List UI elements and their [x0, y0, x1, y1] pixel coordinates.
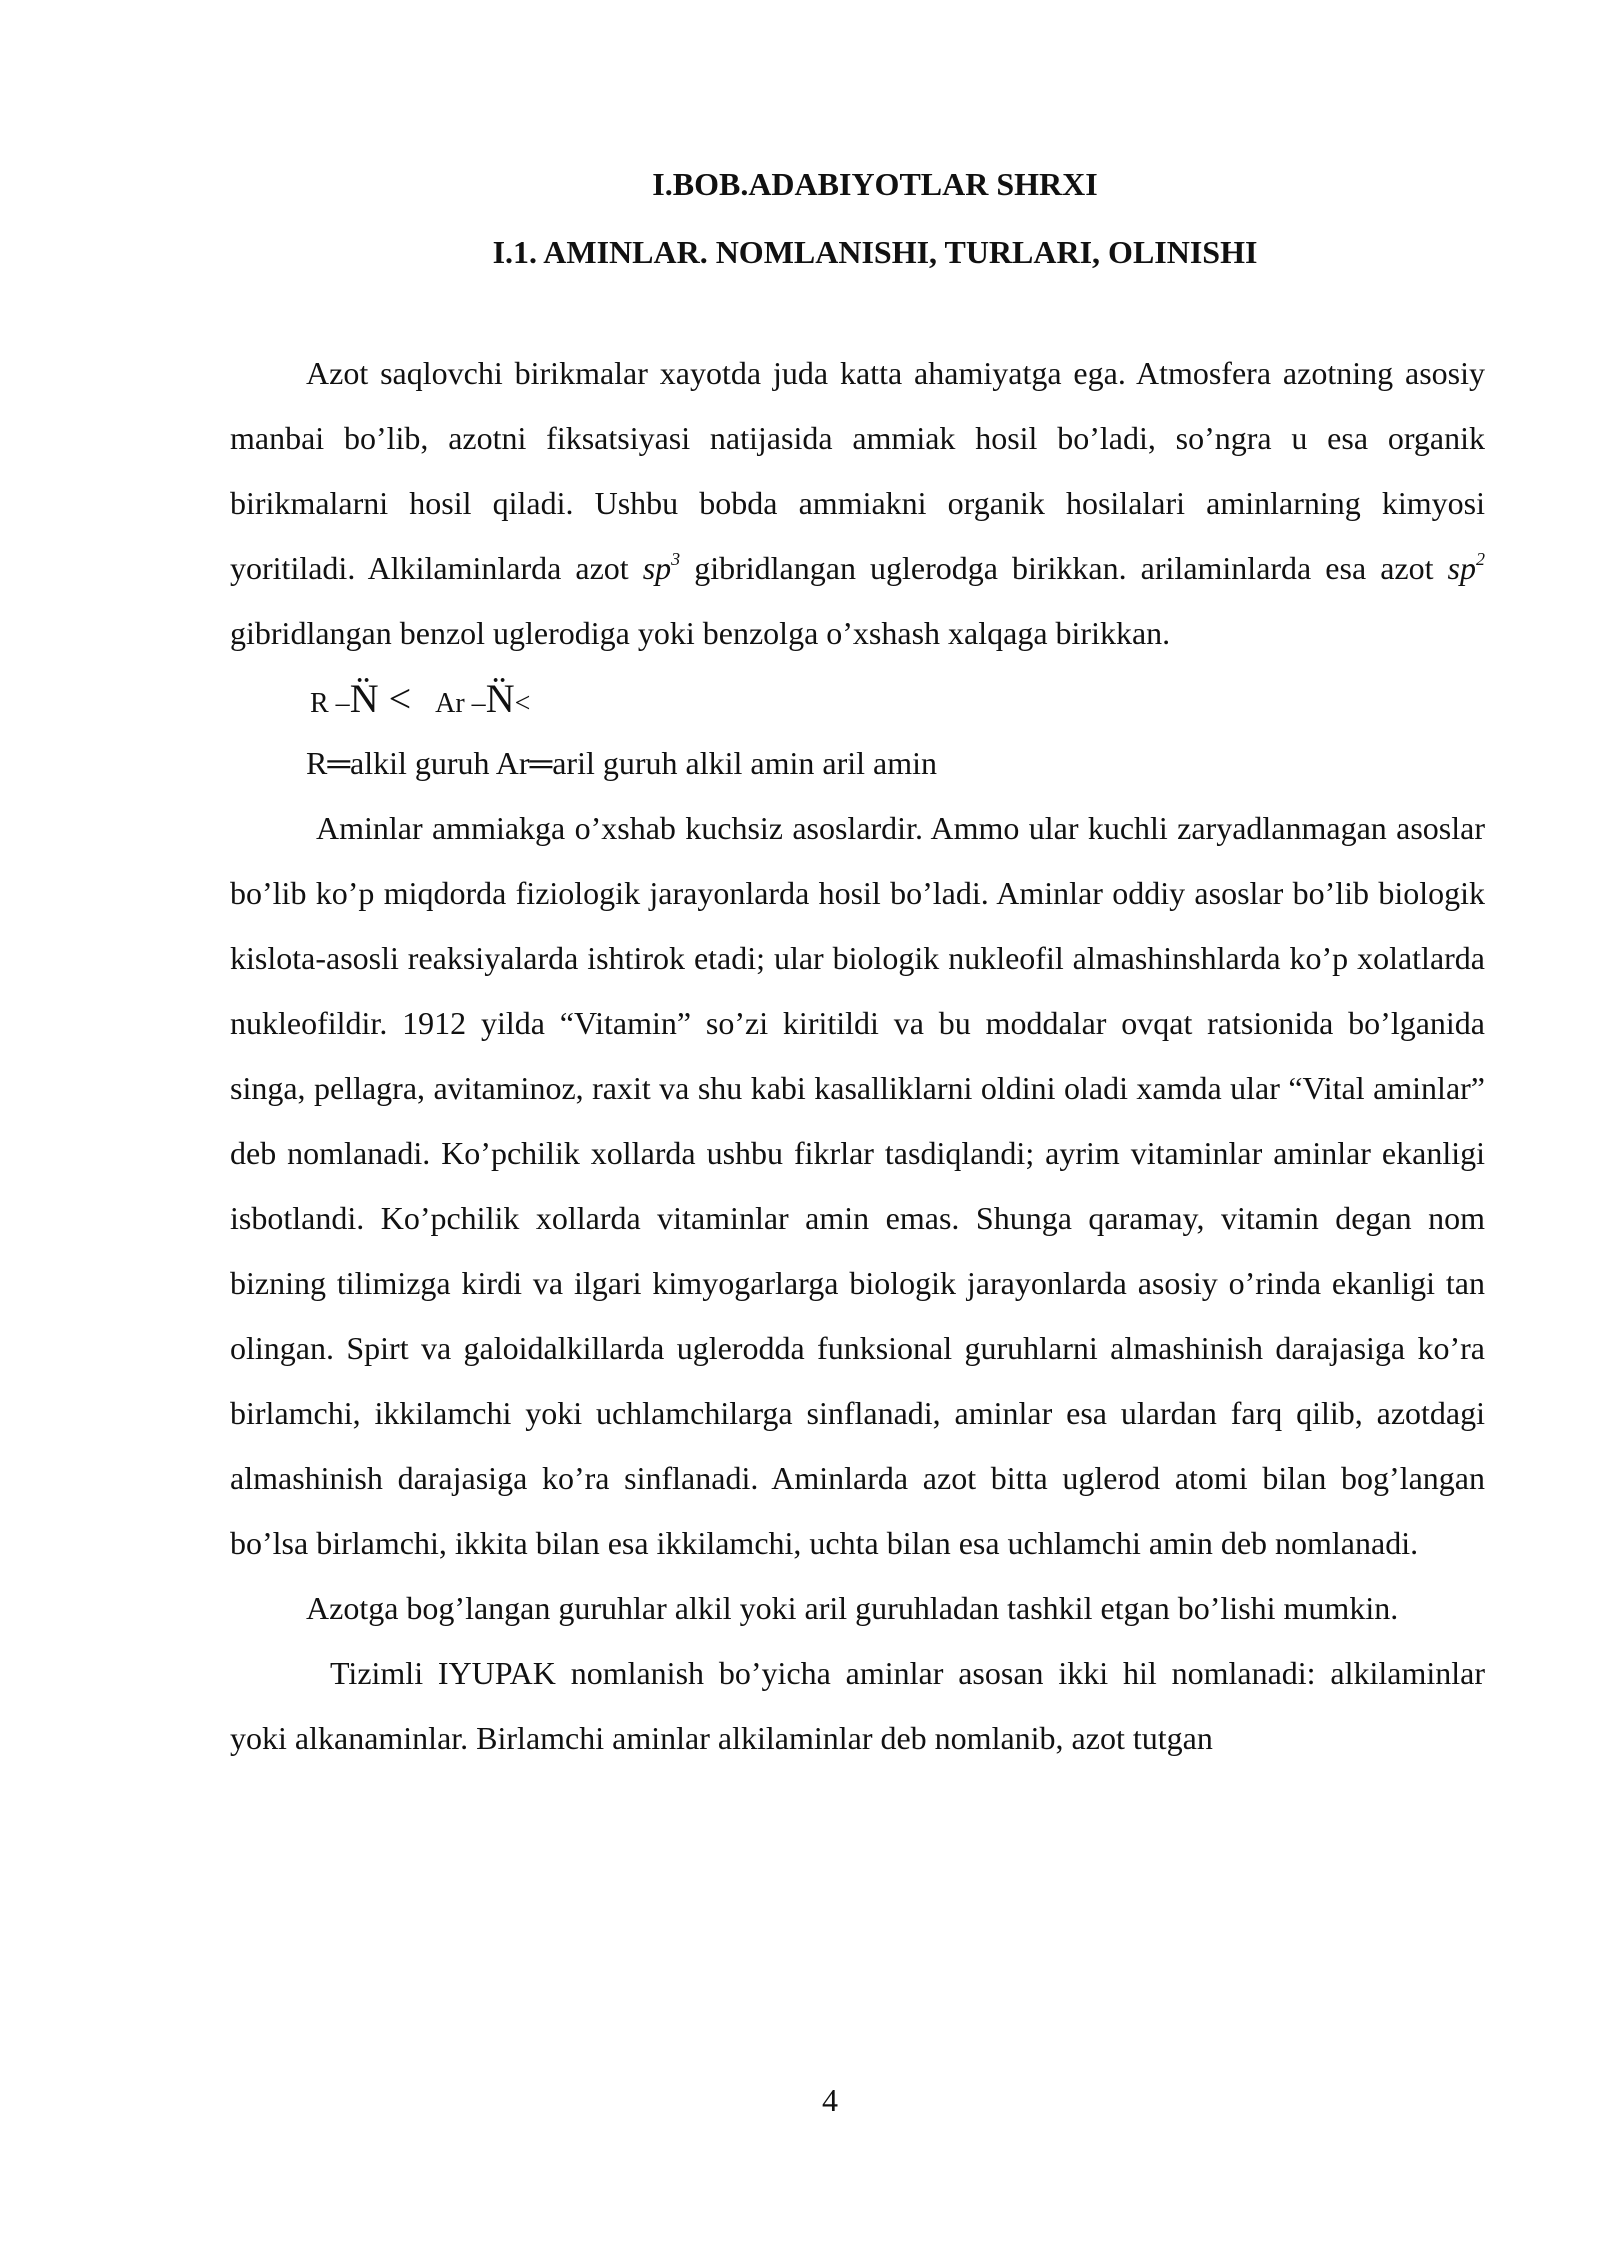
paragraph-properties: Aminlar ammiakga o’xshab kuchsiz asoslardir. Ammo ular kuchli zaryadlanmagan asoslar bo’lib ko’p miqdorda fiziologik jarayonlarda hosil bo’ladi. Aminlar oddiy asoslar bo’lib biologik kislota-asosli reaksiyalarda ishtirok etadi; ular biologik nukleofil almashinshlarda ko’p xolatlarda nukleofildir. 1912 yilda “Vitamin” so’zi kiritildi va bu moddalar ovqat ratsionida bo’lganida singa, pellagra, avitaminoz, raxit va shu kabi kasalliklarni oldini oladi xamda ular “Vital aminlar” deb nomlanadi. Ko’pchilik xollarda ushbu fikrlar tasdiqlandi; ayrim vitaminlar aminlar ekanligi isbotlandi. Ko’pchilik xollarda vitaminlar amin emas. Shunga qaramay, vitamin degan nom bizning tilimizga kirdi va ilgari kimyogarlarga biologik jarayonlarda asosiy o’rinda ekanligi tan olingan. Spirt va galoidalkillarda uglerodda funksional guruhlarni almashinish darajasiga ko’ra birlamchi, ikkilamchi yoki uchlamchilarga sinflanadi, aminlar esa ulardan farq qilib, azotdagi almashinish darajasiga ko’ra sinflanadi. Aminlarda azot bitta uglerod atomi bilan bog’langan bo’lsa birlamchi, ikkita bilan esa ikkilamchi, uchta bilan esa uchlamchi amin deb nomlanadi.	[230, 810, 1485, 1561]
formula-alkyl: R –	[310, 688, 350, 719]
sp3-term: $sp^3$	[642, 549, 681, 586]
formula-aryl: Ar –	[435, 688, 486, 719]
sp2-term: $sp^2$	[1447, 549, 1485, 586]
section-title: I.1. AMINLAR. NOMLANISHI, TURLARI, OLINISHI	[492, 234, 1258, 270]
paragraph-groups: Azotga bog’langan guruhlar alkil yoki aril guruhladan tashkil etgan bo’lishi mumkin.	[306, 1590, 1399, 1626]
formula-legend: R═alkil guruh Ar═aril guruh alkil amin aril amin	[306, 745, 937, 781]
formula-nitrogen-alkyl: N̈	[349, 676, 379, 721]
paragraph-intro-part1: Azot saqlovchi birikmalar xayotda juda katta ahamiyatga ega. Atmosfera azotning asosiy manbai bo’lib, azotni fiksatsiyasi natijasida ammiak hosil bo’ladi, so’ngra u esa organik birikmalarni hosil qiladi. Ushbu bobda ammiakni organik hosilalari aminlarning kimyosi yoritiladi. Alkilaminlarda azot	[230, 355, 1485, 586]
formula-bond-aryl: <	[514, 688, 531, 719]
paragraph-intro-part2: gibridlangan uglerodga birikkan. arilaminlarda esa azot	[680, 550, 1448, 586]
heading-block	[230, 150, 1480, 286]
body-text	[230, 341, 1485, 1771]
paragraph-intro	[230, 341, 1485, 666]
amine-formula	[230, 666, 1485, 731]
formula-bond-alkyl: <	[378, 676, 412, 721]
formula-nitrogen-aryl: N̈	[485, 676, 515, 721]
chapter-title: I.BOB.ADABIYOTLAR SHRXI	[652, 166, 1098, 202]
paragraph-intro-part3: gibridlangan benzol uglerodiga yoki benzolga o’xshash xalqaga birikkan.	[230, 615, 1171, 651]
page-number: 4	[822, 2082, 838, 2118]
paragraph-nomenclature: Tizimli IYUPAK nomlanish bo’yicha aminlar asosan ikki hil nomlanadi: alkilaminlar yoki alkanaminlar. Birlamchi aminlar alkilaminlar deb nomlanib, azot tutgan	[230, 1655, 1485, 1756]
